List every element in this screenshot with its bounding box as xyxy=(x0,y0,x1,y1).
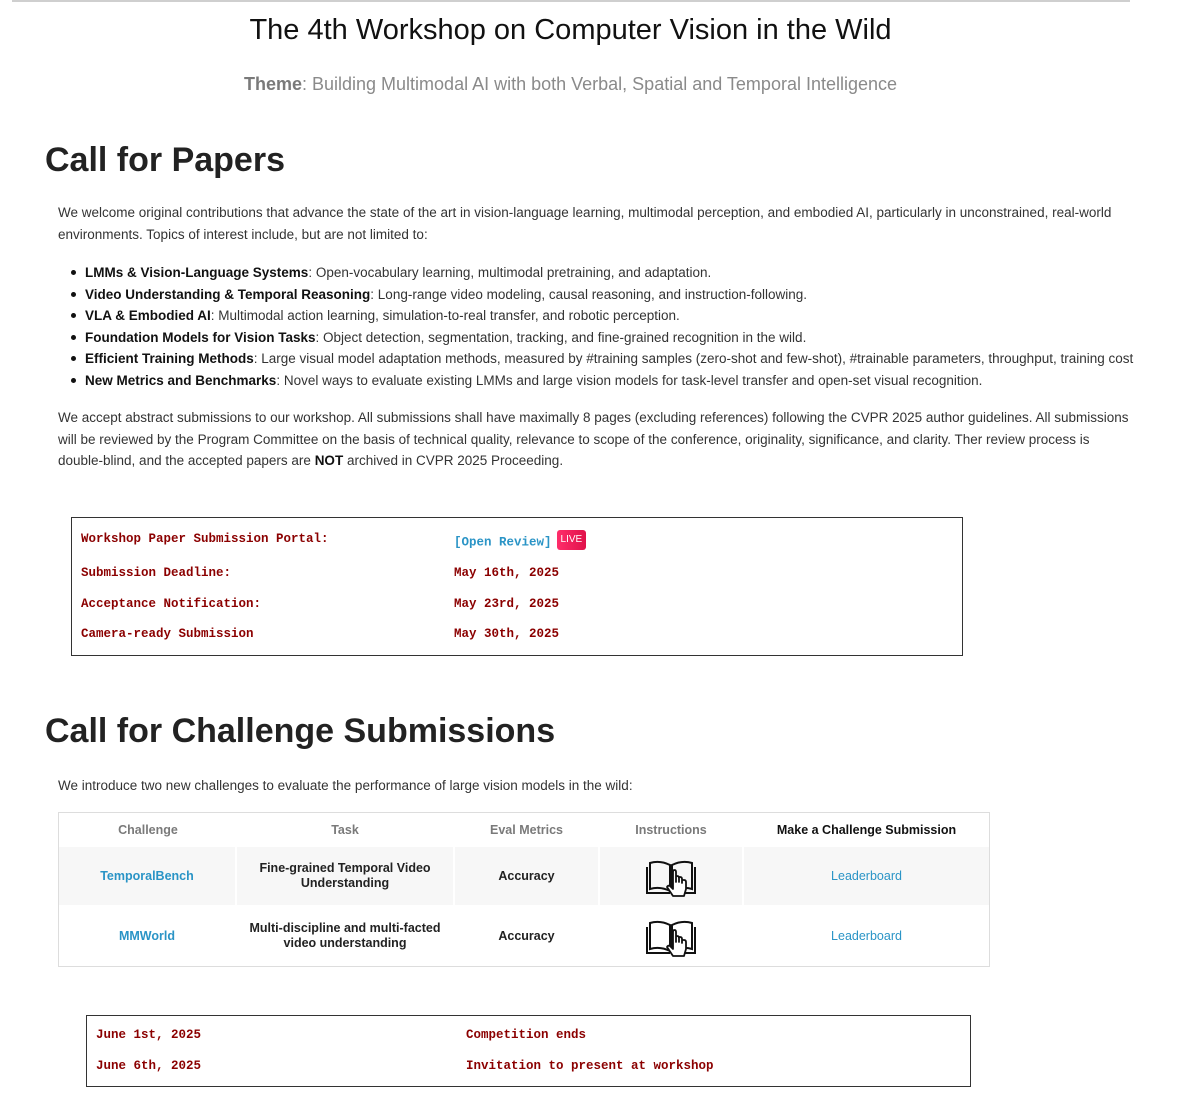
theme-text: : Building Multimodal AI with both Verbal, Spatial and Temporal Intelligence xyxy=(302,74,898,94)
theme-label: Theme xyxy=(243,74,302,94)
table-row xyxy=(59,847,989,905)
policy-emphasis: NOT xyxy=(314,453,344,468)
open-review-link[interactable]: [Open Review] xyxy=(454,535,552,550)
page-title: The 4th Workshop on Computer Vision in the Wild xyxy=(249,14,892,46)
challenge-link-temporalbench[interactable]: TemporalBench xyxy=(100,868,194,883)
table-header xyxy=(59,813,989,847)
call-for-challenges-heading: Call for Challenge Submissions xyxy=(45,712,556,750)
topic-desc: : Open-vocabulary learning, multimodal pretraining, and adaptation. xyxy=(308,265,712,280)
paper-dates-box xyxy=(71,517,963,656)
acceptance-row xyxy=(72,597,962,617)
portal-row xyxy=(72,532,962,552)
acceptance-label: Acceptance Notification: xyxy=(81,597,262,611)
leaderboard-link[interactable]: Leaderboard xyxy=(831,868,902,883)
list-item xyxy=(85,262,1165,284)
portal-label: Workshop Paper Submission Portal: xyxy=(81,532,329,546)
book-pointer-icon[interactable] xyxy=(646,913,696,959)
camera-ready-label: Camera-ready Submission xyxy=(81,627,254,641)
live-badge: LIVE xyxy=(557,530,587,550)
list-item xyxy=(85,348,1165,370)
call-for-papers-heading: Call for Papers xyxy=(45,141,285,179)
col-submission: Make a Challenge Submission xyxy=(776,823,957,837)
metric-cell xyxy=(455,907,598,965)
col-eval-metrics: Eval Metrics xyxy=(490,823,563,837)
metric-cell xyxy=(455,847,598,905)
policy-text-end: archived in CVPR 2025 Proceeding. xyxy=(343,453,564,468)
challenge-event: Invitation to present at workshop xyxy=(466,1059,714,1073)
camera-ready-row xyxy=(72,627,962,647)
task-text: Fine-grained Temporal Video Understanding xyxy=(259,861,431,890)
policy-text: We accept abstract submissions to our workshop. All submissions shall have maximally 8 pages (excluding references) following the CVPR 2025 author guidelines. All submissions will be reviewed by the Program Committee on the basis of technical quality, relevance to scope of the conference, originality, significance, and clarity. Ther review process is double-blind, and the accepted papers are xyxy=(58,410,1129,468)
challenge-event: Competition ends xyxy=(466,1028,587,1042)
topic-desc: : Long-range video modeling, causal reasoning, and instruction-following. xyxy=(370,286,808,302)
topic-title: LMMs & Vision-Language Systems xyxy=(85,265,309,280)
list-item xyxy=(85,305,1165,327)
book-pointer-icon[interactable] xyxy=(646,853,696,899)
list-item xyxy=(85,327,1165,349)
camera-ready-value: May 30th, 2025 xyxy=(454,627,560,641)
list-item xyxy=(85,370,1165,392)
challenge-dates-box xyxy=(86,1015,971,1087)
challenge-link-mmworld[interactable]: MMWorld xyxy=(118,928,175,943)
challenge-date-row xyxy=(87,1028,970,1048)
topic-title: Efficient Training Methods xyxy=(85,351,254,366)
col-instructions: Instructions xyxy=(635,823,707,837)
submission-cell xyxy=(744,847,989,905)
cfp-intro: We welcome original contributions that advance the state of the art in vision-language learning, multimodal perception, and embodied AI, particularly in unconstrained, real-world environments. Topics of interest include, but are not limited to: xyxy=(58,205,1112,242)
metric-text: Accuracy xyxy=(498,868,555,883)
challenge-intro: We introduce two new challenges to evaluate the performance of large vision models in the wild: xyxy=(58,778,633,793)
list-item xyxy=(85,284,1165,306)
topic-title: New Metrics and Benchmarks xyxy=(85,372,277,388)
submission-policy xyxy=(58,407,1133,472)
topic-title: Video Understanding & Temporal Reasoning xyxy=(85,286,371,302)
challenge-date: June 6th, 2025 xyxy=(96,1059,202,1073)
topic-desc: : Multimodal action learning, simulation-to-real transfer, and robotic perception. xyxy=(210,308,680,323)
challenge-table xyxy=(58,812,990,967)
portal-value xyxy=(454,532,586,552)
topic-desc: : Novel ways to evaluate existing LMMs and large vision models for task-level transfer and open-set visual recognition. xyxy=(276,372,983,388)
top-divider xyxy=(12,0,1130,2)
deadline-row xyxy=(72,566,962,586)
deadline-label: Submission Deadline: xyxy=(81,566,232,580)
topic-desc: : Object detection, segmentation, tracking, and fine-grained recognition in the wild. xyxy=(315,329,807,345)
task-cell xyxy=(237,847,453,905)
page-subtitle xyxy=(0,74,1141,95)
challenge-date: June 1st, 2025 xyxy=(96,1028,202,1042)
topic-desc: : Large visual model adaptation methods, measured by #training samples (zero-shot and few-shot), #trainable parameters, throughput, training cost xyxy=(253,351,1134,366)
metric-text: Accuracy xyxy=(498,928,555,943)
col-task: Task xyxy=(331,823,359,837)
table-row xyxy=(59,907,989,965)
acceptance-value: May 23rd, 2025 xyxy=(454,597,560,611)
task-text: Multi-discipline and multi-facted video understanding xyxy=(249,921,441,950)
deadline-value: May 16th, 2025 xyxy=(454,566,560,580)
topic-title: VLA & Embodied AI xyxy=(85,308,211,323)
topic-title: Foundation Models for Vision Tasks xyxy=(85,329,316,345)
instructions-cell xyxy=(600,847,742,905)
task-cell xyxy=(237,907,453,965)
challenge-cell xyxy=(59,847,235,905)
leaderboard-link[interactable]: Leaderboard xyxy=(831,928,902,943)
submission-cell xyxy=(744,907,989,965)
instructions-cell xyxy=(600,907,742,965)
challenge-cell xyxy=(59,907,235,965)
col-challenge: Challenge xyxy=(118,823,178,837)
challenge-date-row xyxy=(87,1059,970,1079)
topics-list xyxy=(85,262,1165,391)
